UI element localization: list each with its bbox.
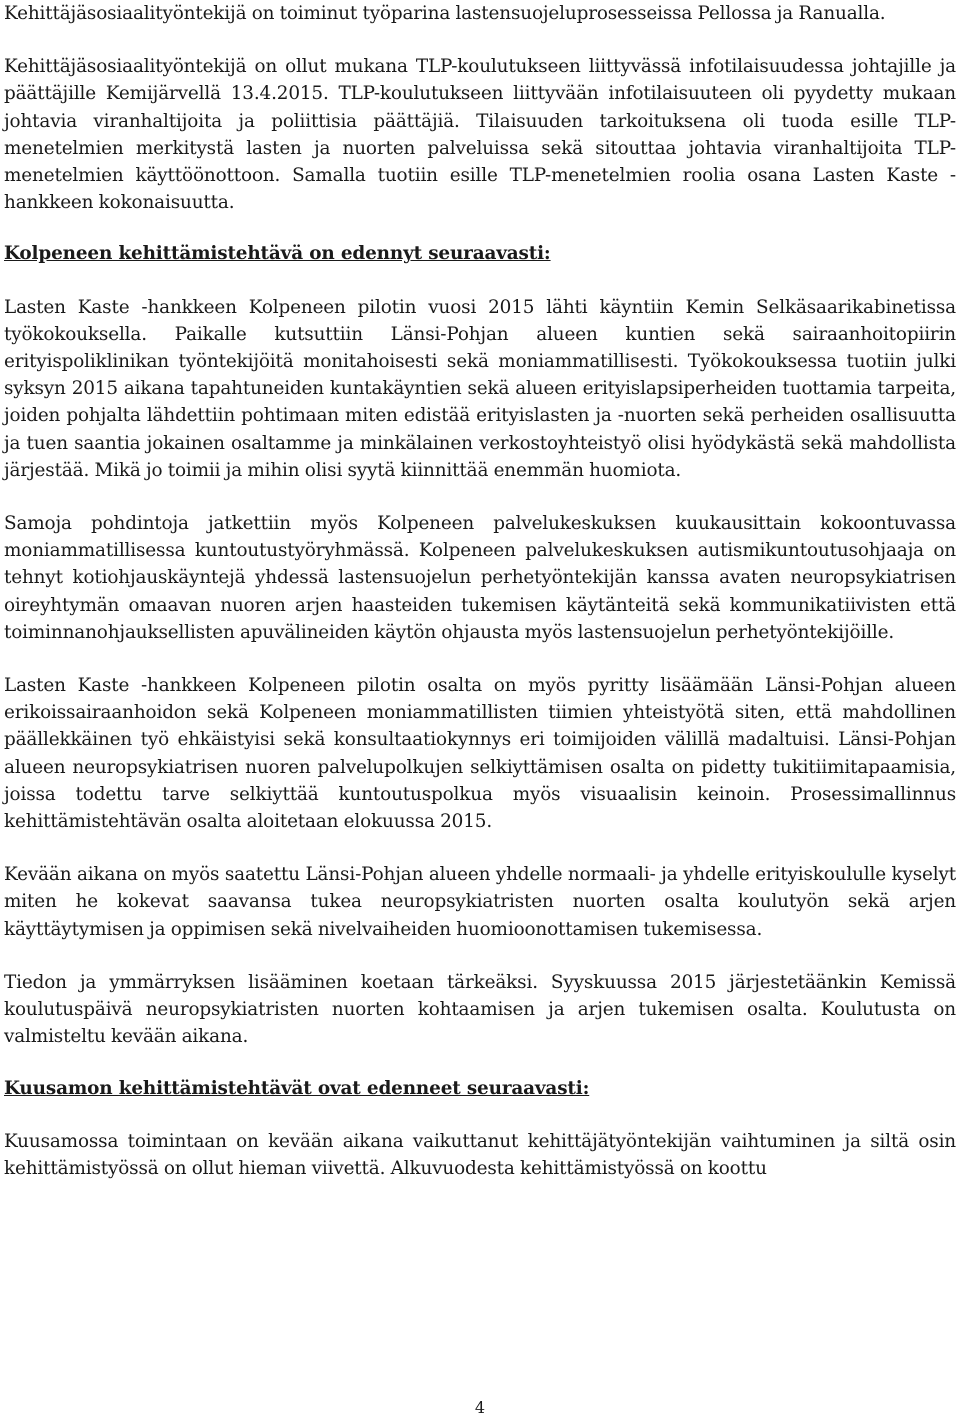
- paragraph-intro: Kehittäjäsosiaalityöntekijä on toiminut työparina lastensuojeluprosesseissa Pellossa ja Ranualla.: [4, 3, 886, 24]
- paragraph-kyselyt: Kevään aikana on myös saatettu Länsi-Pohjan alueen yhdelle normaali- ja yhdelle erityiskoululle kyselyt miten he kokevat saavansa tukea neuropsykiatristen nuorten osalta koulutyön sekä arjen käyttäytymisen ja oppimisen sekä nivelvaiheiden huomioonottamisen tukemisessa.: [4, 864, 956, 940]
- paragraph-kuusamo: Kuusamossa toimintaan on kevään aikana vaikuttanut kehittäjätyöntekijän vaihtuminen ja siltä osin kehittämistyössä on ollut hieman viivettä. Alkuvuodesta kehittämistyössä on koottu: [4, 1130, 956, 1179]
- paragraph-koulutuspaiva: Tiedon ja ymmärryksen lisääminen koetaan tärkeäksi. Syyskuussa 2015 järjestetäänkin Kemissä koulutuspäivä neuropsykiatristen nuorten kohtaamisen ja arjen tukemisen osalta. Koulutusta on valmisteltu kevään aikana.: [4, 971, 956, 1048]
- paragraph-erikoissairaanhoito: Lasten Kaste -hankkeen Kolpeneen pilotin osalta on myös pyritty lisäämään Länsi-Pohjan alueen erikoissairaanhoidon sekä Kolpeneen moniammatillisten tiimien yhteistyötä siten, että mahdollinen päällekkäinen työ ehkäistyisi sekä konsultaatiokynnys eri toimijoiden välillä madaltuisi. Länsi-Pohjan alueen neuropsykiatrisen nuoren palvelupolkujen selkiyttämisen osalta on pidetty tukitiimitapaamisia, joissa todettu tarve selkiyttää kuntoutuspolkua myös visuaalisin keinoin. Prosessimallinnus kehittämistehtävän osalta aloitetaan elokuussa 2015.: [4, 675, 956, 833]
- paragraph-kuntoutustyoryhma: Samoja pohdintoja jatkettiin myös Kolpeneen palvelukeskuksen kuukausittain kokoontuvassa moniammatillisessa kuntoutustyöryhmässä. Kolpeneen palvelukeskuksen autismikuntoutusohjaaja on tehnyt kotiohjauskäyntejä yhdessä lastensuojelun perhetyöntekijän kanssa avaten neuropsykiatrisen oireyhtymän omaavan nuoren arjen haasteiden tukemisen käytänteitä sekä kommunikatiivisten että toiminnanohjauksellisten apuvälineiden käytön ohjausta myös lastensuojelun perhetyöntekijöille.: [4, 513, 956, 643]
- heading-kolpene: Kolpeneen kehittämistehtävä on edennyt seuraavasti:: [4, 243, 551, 265]
- heading-kuusamo: Kuusamon kehittämistehtävät ovat edenneet seuraavasti:: [4, 1077, 590, 1099]
- document-page: [4, 0, 956, 1182]
- paragraph-tlp-info: Kehittäjäsosiaalityöntekijä on ollut mukana TLP-koulutukseen liittyvässä infotilaisuudessa johtajille ja päättäjille Kemijärvellä 13.4.2015. TLP-koulutukseen liittyvään infotilaisuuteen oli pyydetty mukaan johtavia viranhaltijoita ja poliittisia päättäjiä. Tilaisuuden tarkoituksena oli tuoda esille TLP-menetelmien merkitystä lasten ja nuorten palveluissa sekä sitouttaa johtavia viranhaltijoita TLP-menetelmien käyttöönottoon. Samalla tuotiin esille TLP-menetelmien roolia osana Lasten Kaste -hankkeen kokonaisuutta.: [4, 56, 956, 214]
- page-number: 4: [474, 1398, 486, 1417]
- paragraph-kolpene-pilot: Lasten Kaste -hankkeen Kolpeneen pilotin vuosi 2015 lähti käyntiin Kemin Selkäsaarikabinetissa työkokouksella. Paikalle kutsuttiin Länsi-Pohjan alueen kuntien sekä sairaanhoitopiirin erityispoliklinikan työntekijöitä monitahoisesti sekä moniammatillisesti. Työkokouksessa tuotiin julki syksyn 2015 aikana tapahtuneiden kuntakäyntien sekä alueen erityislapsiperheiden tuottamia tarpeita, joiden pohjalta lähdettiin pohtimaan miten edistää erityislasten ja -nuorten sekä perheiden osallisuutta ja tuen saantia jokainen osaltamme ja minkälainen verkostoyhteistyö olisi hyödykästä sekä mahdollista järjestää. Mikä jo toimii ja mihin olisi syytä kiinnittää enemmän huomiota.: [4, 296, 956, 481]
